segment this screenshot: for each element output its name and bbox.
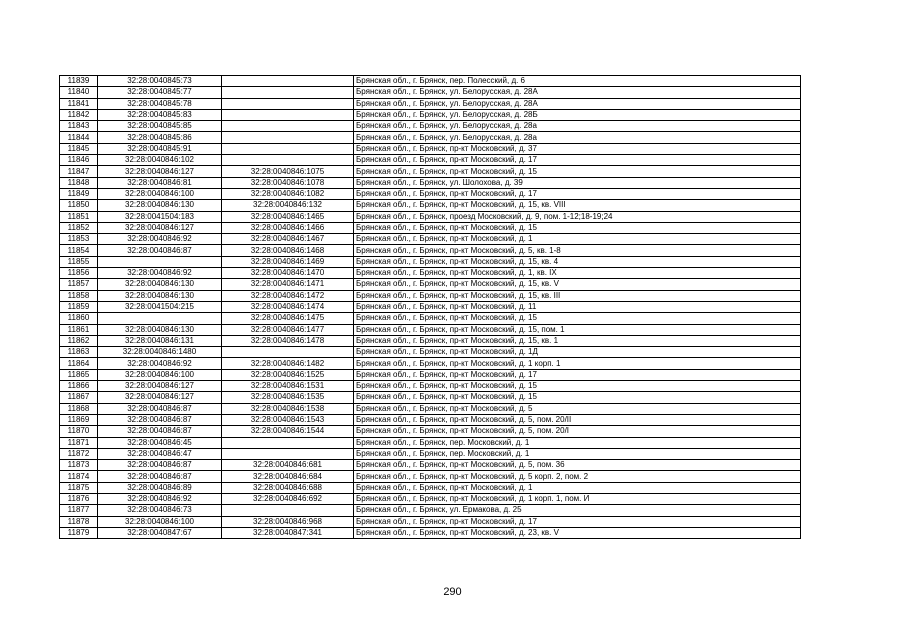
table-row xyxy=(60,381,801,392)
cadastral-number-cell xyxy=(98,313,222,324)
address-cell: Брянская обл., г. Брянск, пр-кт Московский, д. 5, пом. 20/II xyxy=(354,414,801,425)
row-number-cell: 11858 xyxy=(60,290,98,301)
row-number-cell: 11870 xyxy=(60,426,98,437)
address-cell: Брянская обл., г. Брянск, пр-кт Московский, д. 1 корп. 1, пом. И xyxy=(354,493,801,504)
address-cell: Брянская обл., г. Брянск, пр-кт Московский, д. 5 корп. 2, пом. 2 xyxy=(354,471,801,482)
linked-cadastral-number-cell: 32:28:0040846:1477 xyxy=(222,324,354,335)
cadastral-number-cell: 32:28:0041504:215 xyxy=(98,301,222,312)
linked-cadastral-number-cell: 32:28:0040847:341 xyxy=(222,527,354,538)
cadastral-number-cell: 32:28:0040845:77 xyxy=(98,87,222,98)
row-number-cell: 11861 xyxy=(60,324,98,335)
table-row xyxy=(60,132,801,143)
table-row xyxy=(60,121,801,132)
table-row xyxy=(60,347,801,358)
cadastral-number-cell xyxy=(98,256,222,267)
address-cell: Брянская обл., г. Брянск, пр-кт Московский, д. 15, пом. 1 xyxy=(354,324,801,335)
row-number-cell: 11875 xyxy=(60,482,98,493)
linked-cadastral-number-cell: 32:28:0040846:1482 xyxy=(222,358,354,369)
row-number-cell: 11857 xyxy=(60,279,98,290)
linked-cadastral-number-cell: 32:28:0040846:684 xyxy=(222,471,354,482)
table-row xyxy=(60,335,801,346)
table-row xyxy=(60,279,801,290)
table-row xyxy=(60,369,801,380)
linked-cadastral-number-cell: 32:28:0040846:1544 xyxy=(222,426,354,437)
row-number-cell: 11849 xyxy=(60,188,98,199)
cadastral-number-cell: 32:28:0040846:100 xyxy=(98,369,222,380)
cadastral-number-cell: 32:28:0040846:102 xyxy=(98,155,222,166)
row-number-cell: 11841 xyxy=(60,98,98,109)
row-number-cell: 11847 xyxy=(60,166,98,177)
linked-cadastral-number-cell: 32:28:0040846:1531 xyxy=(222,381,354,392)
registry-table-body xyxy=(60,76,801,539)
linked-cadastral-number-cell: 32:28:0040846:1525 xyxy=(222,369,354,380)
row-number-cell: 11879 xyxy=(60,527,98,538)
address-cell: Брянская обл., г. Брянск, пер. Московский, д. 1 xyxy=(354,448,801,459)
cadastral-number-cell: 32:28:0040846:130 xyxy=(98,324,222,335)
page-number: 290 xyxy=(443,586,462,598)
address-cell: Брянская обл., г. Брянск, пр-кт Московский, д. 15, кв. VIII xyxy=(354,200,801,211)
cadastral-number-cell: 32:28:0040846:127 xyxy=(98,392,222,403)
linked-cadastral-number-cell: 32:28:0040846:1075 xyxy=(222,166,354,177)
address-cell: Брянская обл., г. Брянск, пр-кт Московский, д. 37 xyxy=(354,143,801,154)
table-row xyxy=(60,460,801,471)
row-number-cell: 11878 xyxy=(60,516,98,527)
linked-cadastral-number-cell xyxy=(222,121,354,132)
address-cell: Брянская обл., г. Брянск, пр-кт Московский, д. 15 xyxy=(354,166,801,177)
address-cell: Брянская обл., г. Брянск, пр-кт Московский, д. 17 xyxy=(354,155,801,166)
linked-cadastral-number-cell: 32:28:0040846:1471 xyxy=(222,279,354,290)
table-row xyxy=(60,290,801,301)
linked-cadastral-number-cell xyxy=(222,437,354,448)
row-number-cell: 11865 xyxy=(60,369,98,380)
cadastral-number-cell: 32:28:0040846:87 xyxy=(98,414,222,425)
table-row xyxy=(60,155,801,166)
linked-cadastral-number-cell: 32:28:0040846:1465 xyxy=(222,211,354,222)
table-row xyxy=(60,437,801,448)
linked-cadastral-number-cell xyxy=(222,347,354,358)
address-cell: Брянская обл., г. Брянск, ул. Белорусская, д. 28а xyxy=(354,132,801,143)
row-number-cell: 11848 xyxy=(60,177,98,188)
row-number-cell: 11874 xyxy=(60,471,98,482)
table-row xyxy=(60,109,801,120)
address-cell: Брянская обл., г. Брянск, ул. Ермакова, д. 25 xyxy=(354,505,801,516)
row-number-cell: 11871 xyxy=(60,437,98,448)
cadastral-number-cell: 32:28:0040846:87 xyxy=(98,460,222,471)
row-number-cell: 11859 xyxy=(60,301,98,312)
table-row xyxy=(60,87,801,98)
linked-cadastral-number-cell: 32:28:0040846:681 xyxy=(222,460,354,471)
table-row xyxy=(60,76,801,87)
linked-cadastral-number-cell: 32:28:0040846:1467 xyxy=(222,234,354,245)
row-number-cell: 11851 xyxy=(60,211,98,222)
address-cell: Брянская обл., г. Брянск, ул. Белорусская, д. 28А xyxy=(354,87,801,98)
address-cell: Брянская обл., г. Брянск, пр-кт Московский, д. 17 xyxy=(354,188,801,199)
address-cell: Брянская обл., г. Брянск, пр-кт Московский, д. 1, кв. IX xyxy=(354,268,801,279)
cadastral-number-cell: 32:28:0040846:100 xyxy=(98,516,222,527)
address-cell: Брянская обл., г. Брянск, пр-кт Московский, д. 15, кв. III xyxy=(354,290,801,301)
row-number-cell: 11869 xyxy=(60,414,98,425)
address-cell: Брянская обл., г. Брянск, пр-кт Московский, д. 15, кв. 4 xyxy=(354,256,801,267)
linked-cadastral-number-cell: 32:28:0040846:1078 xyxy=(222,177,354,188)
row-number-cell: 11866 xyxy=(60,381,98,392)
table-row xyxy=(60,268,801,279)
cadastral-number-cell: 32:28:0040845:73 xyxy=(98,76,222,87)
cadastral-number-cell: 32:28:0040846:130 xyxy=(98,279,222,290)
linked-cadastral-number-cell: 32:28:0040846:1472 xyxy=(222,290,354,301)
table-row xyxy=(60,482,801,493)
row-number-cell: 11844 xyxy=(60,132,98,143)
row-number-cell: 11864 xyxy=(60,358,98,369)
cadastral-number-cell: 32:28:0040845:91 xyxy=(98,143,222,154)
row-number-cell: 11850 xyxy=(60,200,98,211)
cadastral-number-cell: 32:28:0040846:92 xyxy=(98,358,222,369)
cadastral-number-cell: 32:28:0040846:130 xyxy=(98,290,222,301)
table-row xyxy=(60,301,801,312)
cadastral-number-cell: 32:28:0040846:1480 xyxy=(98,347,222,358)
cadastral-number-cell: 32:28:0040845:78 xyxy=(98,98,222,109)
cadastral-number-cell: 32:28:0040846:92 xyxy=(98,493,222,504)
address-cell: Брянская обл., г. Брянск, пр-кт Московский, д. 15 xyxy=(354,222,801,233)
table-row xyxy=(60,448,801,459)
table-row xyxy=(60,471,801,482)
linked-cadastral-number-cell xyxy=(222,155,354,166)
row-number-cell: 11868 xyxy=(60,403,98,414)
table-row xyxy=(60,392,801,403)
table-row xyxy=(60,177,801,188)
address-cell: Брянская обл., г. Брянск, пр-кт Московский, д. 15, кв. V xyxy=(354,279,801,290)
cadastral-number-cell: 32:28:0040846:127 xyxy=(98,166,222,177)
row-number-cell: 11867 xyxy=(60,392,98,403)
cadastral-number-cell: 32:28:0040846:92 xyxy=(98,234,222,245)
row-number-cell: 11860 xyxy=(60,313,98,324)
address-cell: Брянская обл., г. Брянск, пр-кт Московский, д. 1 xyxy=(354,234,801,245)
linked-cadastral-number-cell xyxy=(222,448,354,459)
table-row xyxy=(60,426,801,437)
linked-cadastral-number-cell: 32:28:0040846:1468 xyxy=(222,245,354,256)
cadastral-number-cell: 32:28:0040846:127 xyxy=(98,222,222,233)
linked-cadastral-number-cell xyxy=(222,109,354,120)
address-cell: Брянская обл., г. Брянск, пр-кт Московский, д. 5 xyxy=(354,403,801,414)
address-cell: Брянская обл., г. Брянск, ул. Белорусская, д. 28а xyxy=(354,121,801,132)
linked-cadastral-number-cell: 32:28:0040846:132 xyxy=(222,200,354,211)
table-row xyxy=(60,403,801,414)
linked-cadastral-number-cell: 32:28:0040846:1469 xyxy=(222,256,354,267)
cadastral-number-cell: 32:28:0040846:100 xyxy=(98,188,222,199)
address-cell: Брянская обл., г. Брянск, пр-кт Московский, д. 15, кв. 1 xyxy=(354,335,801,346)
cadastral-number-cell: 32:28:0040847:67 xyxy=(98,527,222,538)
address-cell: Брянская обл., г. Брянск, пер. Полесский, д. 6 xyxy=(354,76,801,87)
row-number-cell: 11855 xyxy=(60,256,98,267)
linked-cadastral-number-cell: 32:28:0040846:1478 xyxy=(222,335,354,346)
registry-table xyxy=(59,75,801,539)
address-cell: Брянская обл., г. Брянск, пр-кт Московский, д. 1 xyxy=(354,482,801,493)
address-cell: Брянская обл., г. Брянск, пр-кт Московский, д. 15 xyxy=(354,381,801,392)
cadastral-number-cell: 32:28:0040846:87 xyxy=(98,471,222,482)
row-number-cell: 11853 xyxy=(60,234,98,245)
cadastral-number-cell: 32:28:0040846:87 xyxy=(98,426,222,437)
row-number-cell: 11840 xyxy=(60,87,98,98)
linked-cadastral-number-cell xyxy=(222,132,354,143)
address-cell: Брянская обл., г. Брянск, пр-кт Московский, д. 15 xyxy=(354,392,801,403)
linked-cadastral-number-cell: 32:28:0040846:1474 xyxy=(222,301,354,312)
linked-cadastral-number-cell xyxy=(222,87,354,98)
row-number-cell: 11852 xyxy=(60,222,98,233)
table-row xyxy=(60,234,801,245)
row-number-cell: 11863 xyxy=(60,347,98,358)
table-row xyxy=(60,188,801,199)
cadastral-number-cell: 32:28:0040845:85 xyxy=(98,121,222,132)
address-cell: Брянская обл., г. Брянск, пр-кт Московский, д. 5, пом. 20/I xyxy=(354,426,801,437)
linked-cadastral-number-cell xyxy=(222,505,354,516)
linked-cadastral-number-cell: 32:28:0040846:1543 xyxy=(222,414,354,425)
address-cell: Брянская обл., г. Брянск, пр-кт Московский, д. 11 xyxy=(354,301,801,312)
row-number-cell: 11839 xyxy=(60,76,98,87)
address-cell: Брянская обл., г. Брянск, пр-кт Московский, д. 1 корп. 1 xyxy=(354,358,801,369)
address-cell: Брянская обл., г. Брянск, ул. Белорусская, д. 28А xyxy=(354,98,801,109)
address-cell: Брянская обл., г. Брянск, пр-кт Московский, д. 1Д xyxy=(354,347,801,358)
address-cell: Брянская обл., г. Брянск, пр-кт Московский, д. 5, пом. 36 xyxy=(354,460,801,471)
table-row xyxy=(60,324,801,335)
cadastral-number-cell: 32:28:0040846:131 xyxy=(98,335,222,346)
cadastral-number-cell: 32:28:0040845:86 xyxy=(98,132,222,143)
linked-cadastral-number-cell: 32:28:0040846:692 xyxy=(222,493,354,504)
row-number-cell: 11872 xyxy=(60,448,98,459)
address-cell: Брянская обл., г. Брянск, пр-кт Московский, д. 15 xyxy=(354,313,801,324)
linked-cadastral-number-cell: 32:28:0040846:1475 xyxy=(222,313,354,324)
table-row xyxy=(60,505,801,516)
address-cell: Брянская обл., г. Брянск, пр-кт Московский, д. 17 xyxy=(354,369,801,380)
cadastral-number-cell: 32:28:0040846:87 xyxy=(98,403,222,414)
row-number-cell: 11843 xyxy=(60,121,98,132)
linked-cadastral-number-cell: 32:28:0040846:1082 xyxy=(222,188,354,199)
cadastral-number-cell: 32:28:0040846:92 xyxy=(98,268,222,279)
linked-cadastral-number-cell: 32:28:0040846:1466 xyxy=(222,222,354,233)
linked-cadastral-number-cell xyxy=(222,76,354,87)
cadastral-number-cell: 32:28:0040845:83 xyxy=(98,109,222,120)
row-number-cell: 11862 xyxy=(60,335,98,346)
table-row xyxy=(60,211,801,222)
table-row xyxy=(60,414,801,425)
address-cell: Брянская обл., г. Брянск, пр-кт Московский, д. 5, кв. 1-8 xyxy=(354,245,801,256)
address-cell: Брянская обл., г. Брянск, пер. Московский, д. 1 xyxy=(354,437,801,448)
table-row xyxy=(60,245,801,256)
linked-cadastral-number-cell: 32:28:0040846:1538 xyxy=(222,403,354,414)
cadastral-number-cell: 32:28:0040846:130 xyxy=(98,200,222,211)
table-row xyxy=(60,256,801,267)
table-row xyxy=(60,98,801,109)
cadastral-number-cell: 32:28:0040846:45 xyxy=(98,437,222,448)
table-row xyxy=(60,313,801,324)
table-row xyxy=(60,493,801,504)
table-row xyxy=(60,516,801,527)
cadastral-number-cell: 32:28:0040846:127 xyxy=(98,381,222,392)
cadastral-number-cell: 32:28:0040846:87 xyxy=(98,245,222,256)
table-row xyxy=(60,527,801,538)
linked-cadastral-number-cell: 32:28:0040846:688 xyxy=(222,482,354,493)
cadastral-number-cell: 32:28:0040846:47 xyxy=(98,448,222,459)
address-cell: Брянская обл., г. Брянск, пр-кт Московский, д. 23, кв. V xyxy=(354,527,801,538)
table-row xyxy=(60,222,801,233)
row-number-cell: 11842 xyxy=(60,109,98,120)
address-cell: Брянская обл., г. Брянск, ул. Шолохова, д. 39 xyxy=(354,177,801,188)
table-row xyxy=(60,358,801,369)
linked-cadastral-number-cell: 32:28:0040846:1470 xyxy=(222,268,354,279)
linked-cadastral-number-cell: 32:28:0040846:968 xyxy=(222,516,354,527)
row-number-cell: 11877 xyxy=(60,505,98,516)
address-cell: Брянская обл., г. Брянск, проезд Московский, д. 9, пом. 1-12;18-19;24 xyxy=(354,211,801,222)
linked-cadastral-number-cell xyxy=(222,143,354,154)
table-row xyxy=(60,166,801,177)
linked-cadastral-number-cell xyxy=(222,98,354,109)
row-number-cell: 11856 xyxy=(60,268,98,279)
linked-cadastral-number-cell: 32:28:0040846:1535 xyxy=(222,392,354,403)
row-number-cell: 11845 xyxy=(60,143,98,154)
address-cell: Брянская обл., г. Брянск, пр-кт Московский, д. 17 xyxy=(354,516,801,527)
row-number-cell: 11846 xyxy=(60,155,98,166)
table-row xyxy=(60,200,801,211)
row-number-cell: 11873 xyxy=(60,460,98,471)
row-number-cell: 11854 xyxy=(60,245,98,256)
cadastral-number-cell: 32:28:0040846:81 xyxy=(98,177,222,188)
cadastral-number-cell: 32:28:0041504:183 xyxy=(98,211,222,222)
cadastral-number-cell: 32:28:0040846:73 xyxy=(98,505,222,516)
row-number-cell: 11876 xyxy=(60,493,98,504)
cadastral-number-cell: 32:28:0040846:89 xyxy=(98,482,222,493)
address-cell: Брянская обл., г. Брянск, ул. Белорусская, д. 28Б xyxy=(354,109,801,120)
table-row xyxy=(60,143,801,154)
